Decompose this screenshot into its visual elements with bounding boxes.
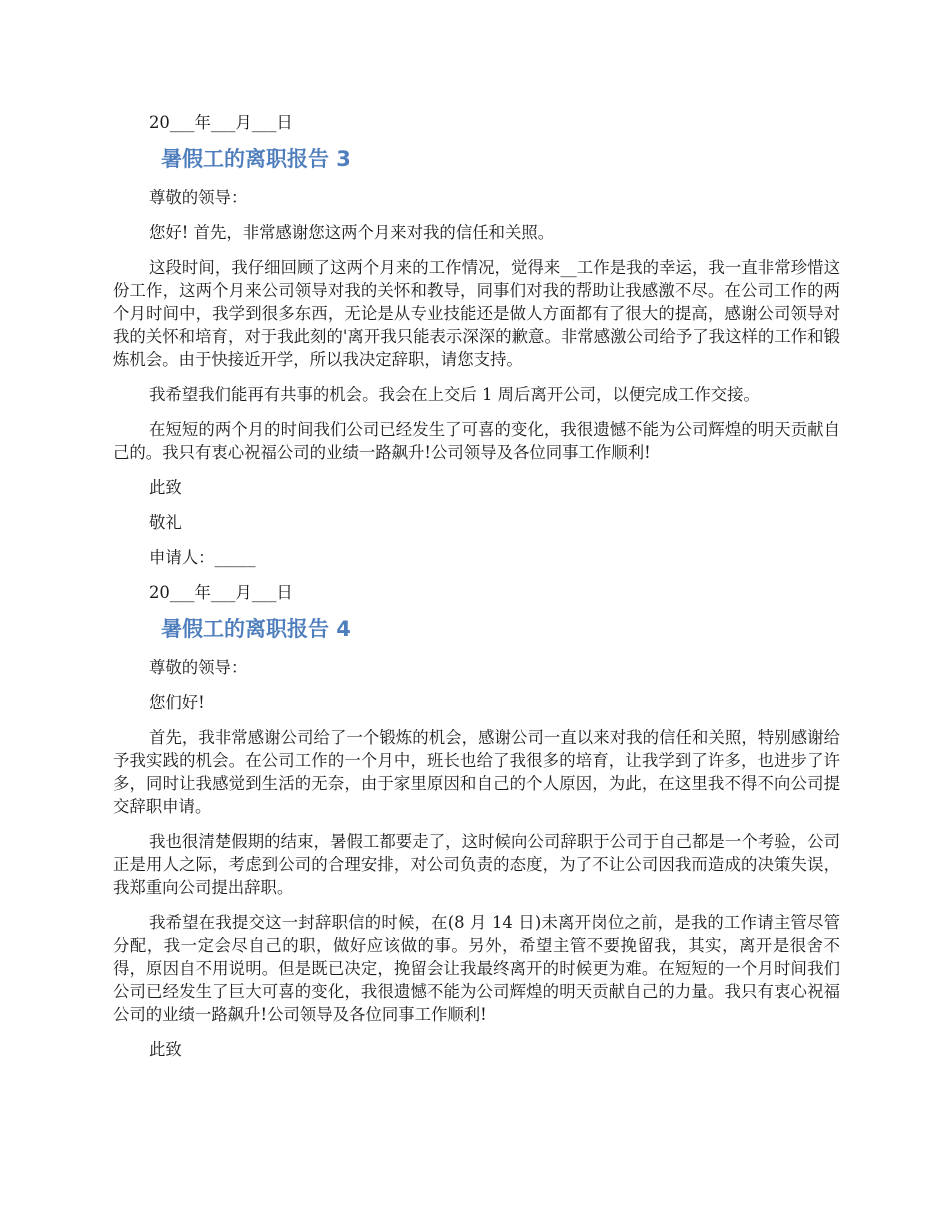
- body-paragraph: 首先，我非常感谢公司给了一个锻炼的机会，感谢公司一直以来对我的信任和关照，特别感谢给予我实践的机会。在公司工作的一个月中，班长也给了我很多的培育，让我学到了许多，也进步了许多，同时让我感觉到生活的无奈，由于家里原因和自己的个人原因，为此，在这里我不得不向公司提交辞职申请。: [113, 728, 840, 816]
- body-paragraph: 我也很清楚假期的结束，暑假工都要走了，这时候向公司辞职于公司于自己都是一个考验，公司正是用人之际，考虑到公司的合理安排，对公司负责的态度，为了不让公司因我而造成的决策失误，我郑重向公司提出辞职。: [113, 832, 840, 897]
- body-paragraph: 我希望在我提交这一封辞职信的时候，在(8 月 14 日)未离开岗位之前，是我的工作请主管尽管分配，我一定会尽自己的职，做好应该做的事。另外，希望主管不要挽留我，其实，离开是很舍不得，原因自不用说明。但是既已决定，挽留会让我最终离开的时候更为难。在短短的一个月时间我们公司已经发生了巨大可喜的变化，我很遗憾不能为公司辉煌的明天贡献自己的力量。我只有衷心祝福公司的业绩一路飙升!公司领导及各位同事工作顺利!: [113, 913, 840, 1024]
- greeting: 您好! 首先，非常感谢您这两个月来对我的信任和关照。: [149, 223, 555, 242]
- salutation: 尊敬的领导：: [149, 188, 248, 207]
- closing-line: 此致: [149, 1040, 182, 1059]
- body-paragraph: 这段时间，我仔细回顾了这两个月来的工作情况，觉得来__工作是我的幸运，我一直非常珍惜这份工作，这两个月来公司领导对我的关怀和教导，同事们对我的帮助让我感激不尽。在公司工作的两个月时间中，我学到很多东西，无论是从专业技能还是做人方面都有了很大的提高，感谢公司领导对我的关怀和培育，对于我此刻的'离开我只能表示深深的歉意。非常感激公司给予了我这样的工作和锻炼机会。由于快接近开学，所以我决定辞职，请您支持。: [113, 258, 840, 369]
- closing-line: 敬礼: [149, 513, 182, 532]
- date-line: 20___年___月___日: [149, 113, 293, 132]
- section-title: 暑假工的离职报告 3: [161, 147, 351, 171]
- applicant-line: 申请人：_____: [149, 548, 256, 567]
- section-title: 暑假工的离职报告 4: [161, 617, 351, 641]
- body-paragraph: 我希望我们能再有共事的机会。我会在上交后 1 周后离开公司，以便完成工作交接。: [149, 385, 760, 404]
- salutation: 尊敬的领导：: [149, 658, 248, 677]
- body-paragraph: 在短短的两个月的时间我们公司已经发生了可喜的变化，我很遗憾不能为公司辉煌的明天贡献自己的。我只有衷心祝福公司的业绩一路飙升!公司领导及各位同事工作顺利!: [113, 420, 840, 462]
- document-body: [113, 111, 840, 1073]
- date-line: 20___年___月___日: [149, 583, 293, 602]
- closing-line: 此致: [149, 478, 182, 497]
- greeting: 您们好!: [149, 693, 205, 712]
